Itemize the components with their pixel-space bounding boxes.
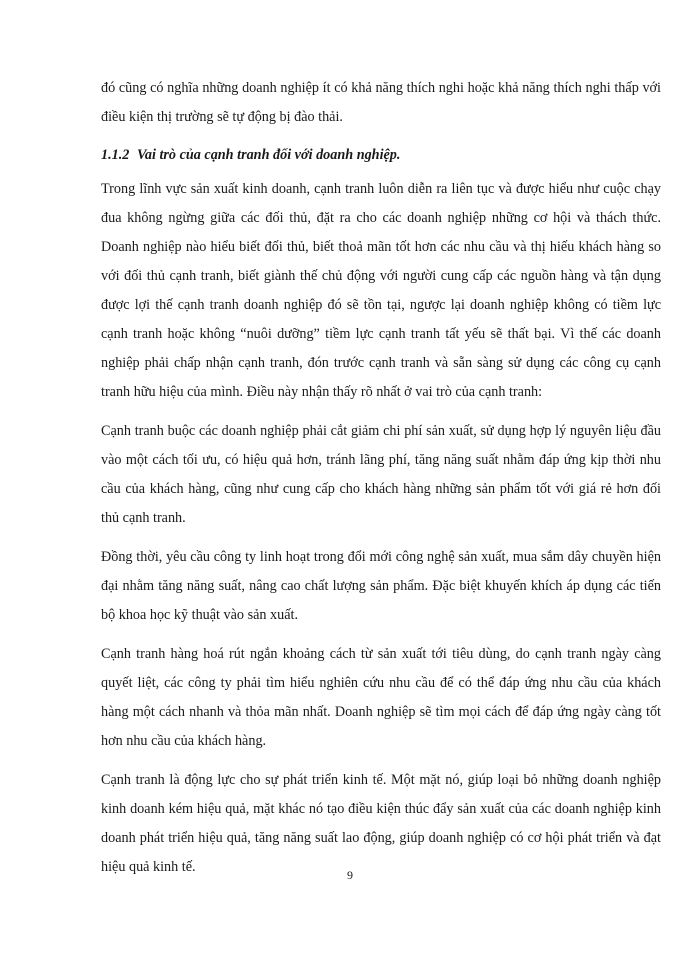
paragraph-intro-continuation: đó cũng có nghĩa những doanh nghiệp ít có khả năng thích nghi hoặc khả năng thích nghi thấp với điều kiện thị trường sẽ tự động bị đào thải. — [101, 80, 661, 125]
section-number: 1.1.2 — [101, 147, 130, 163]
paragraph-economic-driver: Cạnh tranh là động lực cho sự phát triển kinh tế. Một mặt nó, giúp loại bỏ những doanh nghiệp kinh doanh kém hiệu quả, mặt khác nó tạo điều kiện thúc đẩy sản xuất của các doanh nghiệp kinh doanh phát triển hiệu quả, tăng năng suất lao động, giúp doanh nghiệp có cơ hội phát triển và đạt hiệu quả kinh tế. — [101, 772, 661, 875]
paragraph-cost-reduction: Cạnh tranh buộc các doanh nghiệp phải cắt giảm chi phí sản xuất, sử dụng hợp lý nguyên liệu đầu vào một cách tối ưu, có hiệu quả hơn, tránh lãng phí, tăng năng suất nhằm đáp ứng kịp thời nhu cầu của khách hàng, cũng như cung cấp cho khách hàng những sản phẩm tốt với giá rẻ hơn đối thủ cạnh tranh. — [101, 423, 661, 526]
section-title: Vai trò của cạnh tranh đối với doanh nghiệp. — [137, 147, 401, 163]
section-heading — [101, 144, 661, 166]
paragraph-technology-innovation: Đồng thời, yêu cầu công ty linh hoạt trong đổi mới công nghệ sản xuất, mua sắm dây chuyền hiện đại nhằm tăng năng suất, nâng cao chất lượng sản phẩm. Đặc biệt khuyến khích áp dụng các tiến bộ khoa học kỹ thuật vào sản xuất. — [101, 549, 661, 623]
page-number: 9 — [347, 868, 353, 882]
paragraph-competition-context: Trong lĩnh vực sản xuất kinh doanh, cạnh tranh luôn diễn ra liên tục và được hiểu như cuộc chạy đua không ngừng giữa các đối thủ, đặt ra cho các doanh nghiệp những cơ hội và thách thức. Doanh nghiệp nào hiểu biết đối thủ, biết thoả mãn tốt hơn các nhu cầu và thị hiếu khách hàng so với đối thủ cạnh tranh, biết giành thế chủ động với người cung cấp các nguồn hàng và tận dụng được lợi thế cạnh tranh doanh nghiệp đó sẽ tồn tại, ngược lại doanh nghiệp không có tiềm lực cạnh tranh hoặc không “nuôi dưỡng” tiềm lực cạnh tranh tất yếu sẽ thất bại. Vì thế các doanh nghiệp phải chấp nhận cạnh tranh, đón trước cạnh tranh và sẵn sàng sử dụng các công cụ cạnh tranh hữu hiệu của mình. Điều này nhận thấy rõ nhất ở vai trò của cạnh tranh: — [101, 181, 661, 400]
document-page — [101, 74, 661, 882]
paragraph-consumer-needs: Cạnh tranh hàng hoá rút ngắn khoảng cách từ sản xuất tới tiêu dùng, do cạnh tranh ngày càng quyết liệt, các công ty phải tìm hiểu nghiên cứu nhu cầu để có thể đáp ứng nhu cầu của khách hàng một cách nhanh và thỏa mãn nhất. Doanh nghiệp sẽ tìm mọi cách để đáp ứng ngày càng tốt hơn nhu cầu của khách hàng. — [101, 646, 661, 749]
